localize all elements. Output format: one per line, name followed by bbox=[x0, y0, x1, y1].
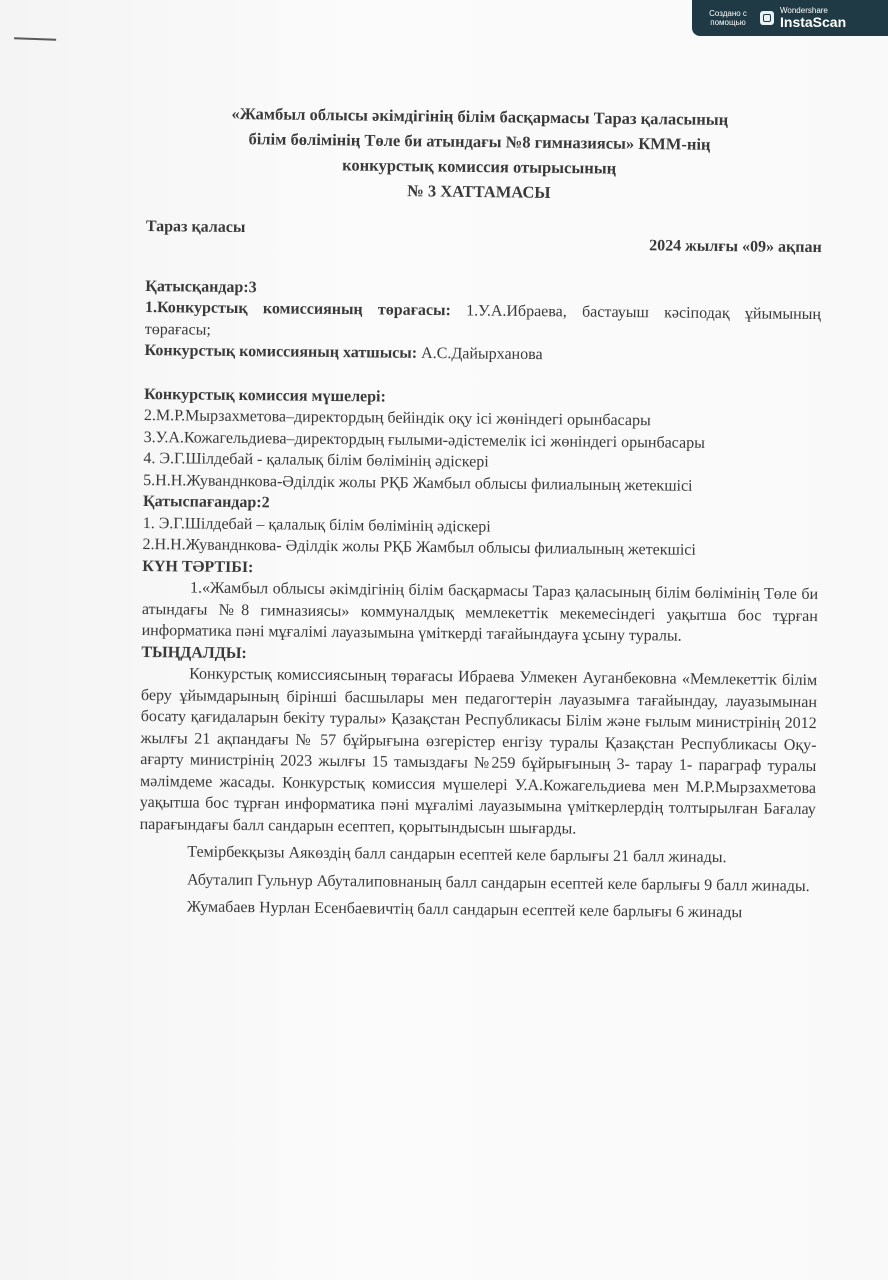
date: 2024 жылғы «09» ақпан bbox=[649, 237, 822, 257]
absent-heading: Қатыспағандар:2 bbox=[142, 492, 270, 512]
listened-text: Конкурстық комиссиясының төрағасы Ибраева Улмекен Ауганбековна «Мемлекеттік білім беру ұйымдарының бірінші басшылары мен педагогтерін лауазымға тағайындау, лауазымынан босату қағидаларын бекіту туралы» Қазақстан Республикасы Білім және ғылым министрінің 2012 жылғы 21 ақпандағы № 57 бұйрығына өзгерістер енгізу туралы Қазақстан Республикасы Оқу-ағарту министрінің 2023 жылғы 15 тамыздағы №259 бұйрығының 3- тарау 1- параграф туралы мәлімдеме жасады. Конкурстық комиссия мүшелері У.А.Кожагельдиева мен М.Р.Мырзахметова уақытша бос тұрған информатика пәні мұғалімі лауазымына үміткерлердің толтырылған Бағалау парағындағы балл сандарын есептеп, қорытындысын шығарды. bbox=[139, 665, 818, 838]
chair-line bbox=[145, 297, 821, 347]
members-heading: Конкурстық комиссия мүшелері: bbox=[144, 385, 386, 406]
member-item: 5.Н.Н.Жуванднкова-Әділдік жолы РҚБ Жамбыл облысы филиалының жетекшісі bbox=[143, 471, 693, 495]
title-line: конкурстық комиссия отырысының bbox=[342, 155, 617, 178]
agenda-item: 1.«Жамбыл облысы әкімдігінің білім басқармасы Тараз қаласының білім бөлімінің Төле би атындағы №8 гимназиясы» коммуналдық мемлекеттік мекемесіндегі уақытша бос тұрған информатика пәні мұғалімі лауазымына үміткерді тағайындауға ұсыну туралы. bbox=[141, 579, 819, 645]
watermark-brand-name: InstaScan bbox=[780, 14, 847, 30]
result-item: Темірбекқызы Аякөздің балл сандарын есептей келе барлығы 21 балл жинады. bbox=[187, 843, 727, 867]
watermark-brand bbox=[780, 6, 846, 30]
chair-num: 1. bbox=[144, 298, 158, 317]
instascan-logo-icon bbox=[760, 11, 774, 25]
chair-label: Конкурстық комиссияның төрағасы: bbox=[156, 299, 451, 320]
title-line: № 3 ХАТТАМАСЫ bbox=[407, 181, 551, 202]
document-title bbox=[149, 100, 810, 208]
document-body bbox=[139, 216, 822, 925]
place: Тараз қаласы bbox=[145, 217, 246, 237]
secretary-label: Конкурстық комиссияның хатшысы: bbox=[144, 341, 418, 362]
chair-text: 1.У.А.Ибраева, бастауыш кәсіподақ ұйымының төрағасы; bbox=[144, 302, 822, 339]
result-item: Жумабаев Нурлан Есенбаевичтің балл сандарын есептей келе барлығы 6 жинады bbox=[186, 898, 743, 922]
watermark-brand-small: Wondershare bbox=[780, 6, 828, 15]
member-item: 2.М.Р.Мырзахметова–директордың бейіндік оқу ісі жөніндегі орынбасары bbox=[143, 406, 651, 430]
watermark-created-with: Создано с помощью bbox=[709, 9, 747, 27]
secretary-text: А.С.Дайырханова bbox=[417, 344, 543, 364]
member-item: 3.У.А.Кожагельдиева–директордың ғылыми-әдістемелік ісі жөніндегі орынбасары bbox=[143, 428, 705, 452]
agenda-heading: КҮН ТӘРТІБІ: bbox=[142, 557, 254, 576]
listened-heading: ТЫҢДАЛДЫ: bbox=[141, 643, 247, 662]
place-date-row bbox=[146, 216, 822, 259]
title-line: «Жамбыл облысы әкімдігінің білім басқармасы Тараз қаласының bbox=[231, 103, 729, 130]
absent-item: 1. Э.Г.Шілдебай – қалалық білім бөлімінің әдіскері bbox=[142, 514, 491, 536]
title-line: білім бөлімінің Төле би атындағы №8 гимназиясы» КММ-нің bbox=[248, 129, 711, 154]
absent-item: 2.Н.Н.Жуванднкова- Әділдік жолы РҚБ Жамбыл облысы филиалының жетекшісі bbox=[142, 535, 696, 559]
attendees-heading: Қатысқандар:3 bbox=[145, 277, 257, 296]
pen-mark bbox=[14, 37, 56, 46]
member-item: 4. Э.Г.Шілдебай - қалалық білім бөлімінің әдіскері bbox=[143, 449, 489, 471]
result-item: Абуталип Гульнур Абуталиповнаның балл сандарын есептей келе барлығы 9 балл жинады. bbox=[186, 870, 810, 895]
instascan-watermark bbox=[692, 0, 888, 36]
